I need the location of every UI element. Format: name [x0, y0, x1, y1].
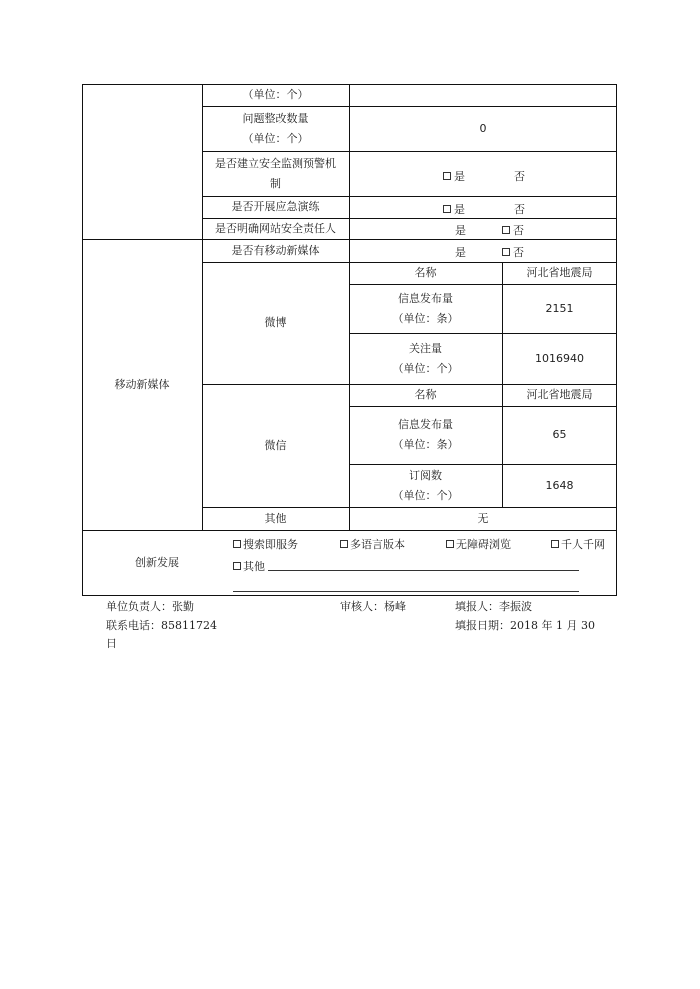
wechat-name-label: 名称	[414, 388, 437, 401]
wechat-posts-label-cell	[349, 406, 502, 464]
checkbox-icon[interactable]	[233, 540, 241, 548]
drill-yes-label: 是	[454, 203, 465, 216]
weibo-posts-value: 2151	[545, 301, 574, 315]
innovation-option-multilang[interactable]	[340, 536, 405, 552]
wechat-name-value: 河北省地震局	[526, 388, 593, 401]
warning-yes-label: 是	[454, 170, 465, 183]
innovation-section-label: 创新发展	[135, 555, 179, 569]
responsible-yes-label: 是	[455, 224, 466, 237]
rectify-label: 问题整改数量	[242, 111, 309, 125]
checkbox-icon[interactable]	[502, 226, 510, 234]
weibo-follow-label-cell	[349, 333, 502, 384]
media-no-option[interactable]	[502, 244, 524, 260]
reviewer: 审核人：杨峰	[340, 600, 406, 613]
warning-no-option	[514, 168, 525, 184]
weibo-follow-value: 1016940	[535, 351, 584, 365]
innovation-option-accessible[interactable]	[446, 536, 511, 552]
other-fill-line[interactable]	[268, 570, 579, 571]
weibo-name-value: 河北省地震局	[526, 266, 593, 279]
unit-count-label: （单位：个）	[242, 88, 309, 101]
other-fill-line-2[interactable]	[233, 591, 579, 592]
innovation-option-label: 多语言版本	[350, 538, 405, 551]
drill-yes-option[interactable]	[443, 201, 465, 217]
checkbox-icon[interactable]	[446, 540, 454, 548]
weibo-follow-unit: （单位：个）	[392, 361, 459, 375]
responsible-label: 是否明确网站安全责任人	[215, 221, 336, 235]
checkbox-icon[interactable]	[443, 205, 451, 213]
other-media-value: 无	[477, 511, 489, 525]
drill-no-option	[514, 201, 525, 217]
checkbox-icon[interactable]	[551, 540, 559, 548]
weibo-name-label: 名称	[414, 266, 437, 279]
innovation-other-label: 其他	[243, 560, 265, 573]
wechat-posts-value: 65	[552, 428, 567, 441]
weibo-posts-unit: （单位：条）	[392, 311, 459, 325]
responsible-no-label: 否	[513, 224, 524, 237]
rectify-value: 0	[479, 121, 487, 135]
checkbox-icon[interactable]	[340, 540, 348, 548]
rectify-label-cell	[202, 106, 349, 151]
wechat-posts-unit: （单位：条）	[392, 438, 459, 451]
innovation-option-search[interactable]	[233, 536, 298, 552]
drill-label: 是否开展应急演练	[231, 200, 320, 213]
wechat-subs-label-cell	[349, 464, 502, 507]
fill-date: 填报日期：2018 年 1 月 30	[455, 619, 595, 632]
warning-label-cell	[202, 151, 349, 196]
mobile-section-label: 移动新媒体	[114, 377, 170, 391]
media-yes-label: 是	[455, 246, 466, 259]
unit-head: 单位负责人：张勤	[106, 600, 194, 613]
weibo-label: 微博	[264, 316, 287, 329]
innovation-option-other[interactable]	[233, 558, 265, 574]
checkbox-icon[interactable]	[233, 562, 241, 570]
wechat-subs-unit: （单位：个）	[392, 488, 459, 502]
filler: 填报人：李振波	[455, 600, 532, 613]
media-no-label: 否	[513, 246, 524, 259]
checkbox-icon[interactable]	[502, 248, 510, 256]
other-media-label: 其他	[264, 511, 287, 525]
innovation-option-label: 搜索即服务	[243, 538, 298, 551]
fill-date-tail: 日	[106, 637, 117, 650]
warning-label-line1: 是否建立安全监测预警机	[215, 156, 336, 170]
weibo-posts-label-cell	[349, 284, 502, 333]
drill-no-label: 否	[514, 203, 525, 216]
warning-label-line2: 制	[270, 176, 281, 190]
media-yes-option	[455, 244, 466, 260]
checkbox-icon[interactable]	[443, 172, 451, 180]
table-border-bottom	[82, 595, 617, 596]
weibo-follow-label: 关注量	[409, 341, 442, 355]
warning-yes-option[interactable]	[443, 168, 465, 184]
contact-phone: 联系电话：85811724	[106, 619, 217, 632]
wechat-posts-label: 信息发布量	[398, 418, 453, 431]
innovation-option-label: 无障碍浏览	[456, 538, 511, 551]
wechat-subs-label: 订阅数	[409, 468, 442, 482]
wechat-label: 微信	[264, 438, 287, 452]
wechat-subs-value: 1648	[545, 478, 574, 492]
innovation-option-label: 千人千网	[561, 538, 605, 551]
responsible-no-option[interactable]	[502, 222, 524, 238]
has-media-label: 是否有移动新媒体	[231, 243, 320, 257]
column-divider	[349, 239, 350, 262]
innovation-option-personalized[interactable]	[551, 536, 605, 552]
warning-no-label: 否	[514, 170, 525, 183]
weibo-posts-label: 信息发布量	[398, 291, 453, 305]
report-table	[82, 84, 617, 596]
rectify-unit: （单位：个）	[242, 131, 309, 145]
responsible-yes-option	[455, 222, 466, 238]
